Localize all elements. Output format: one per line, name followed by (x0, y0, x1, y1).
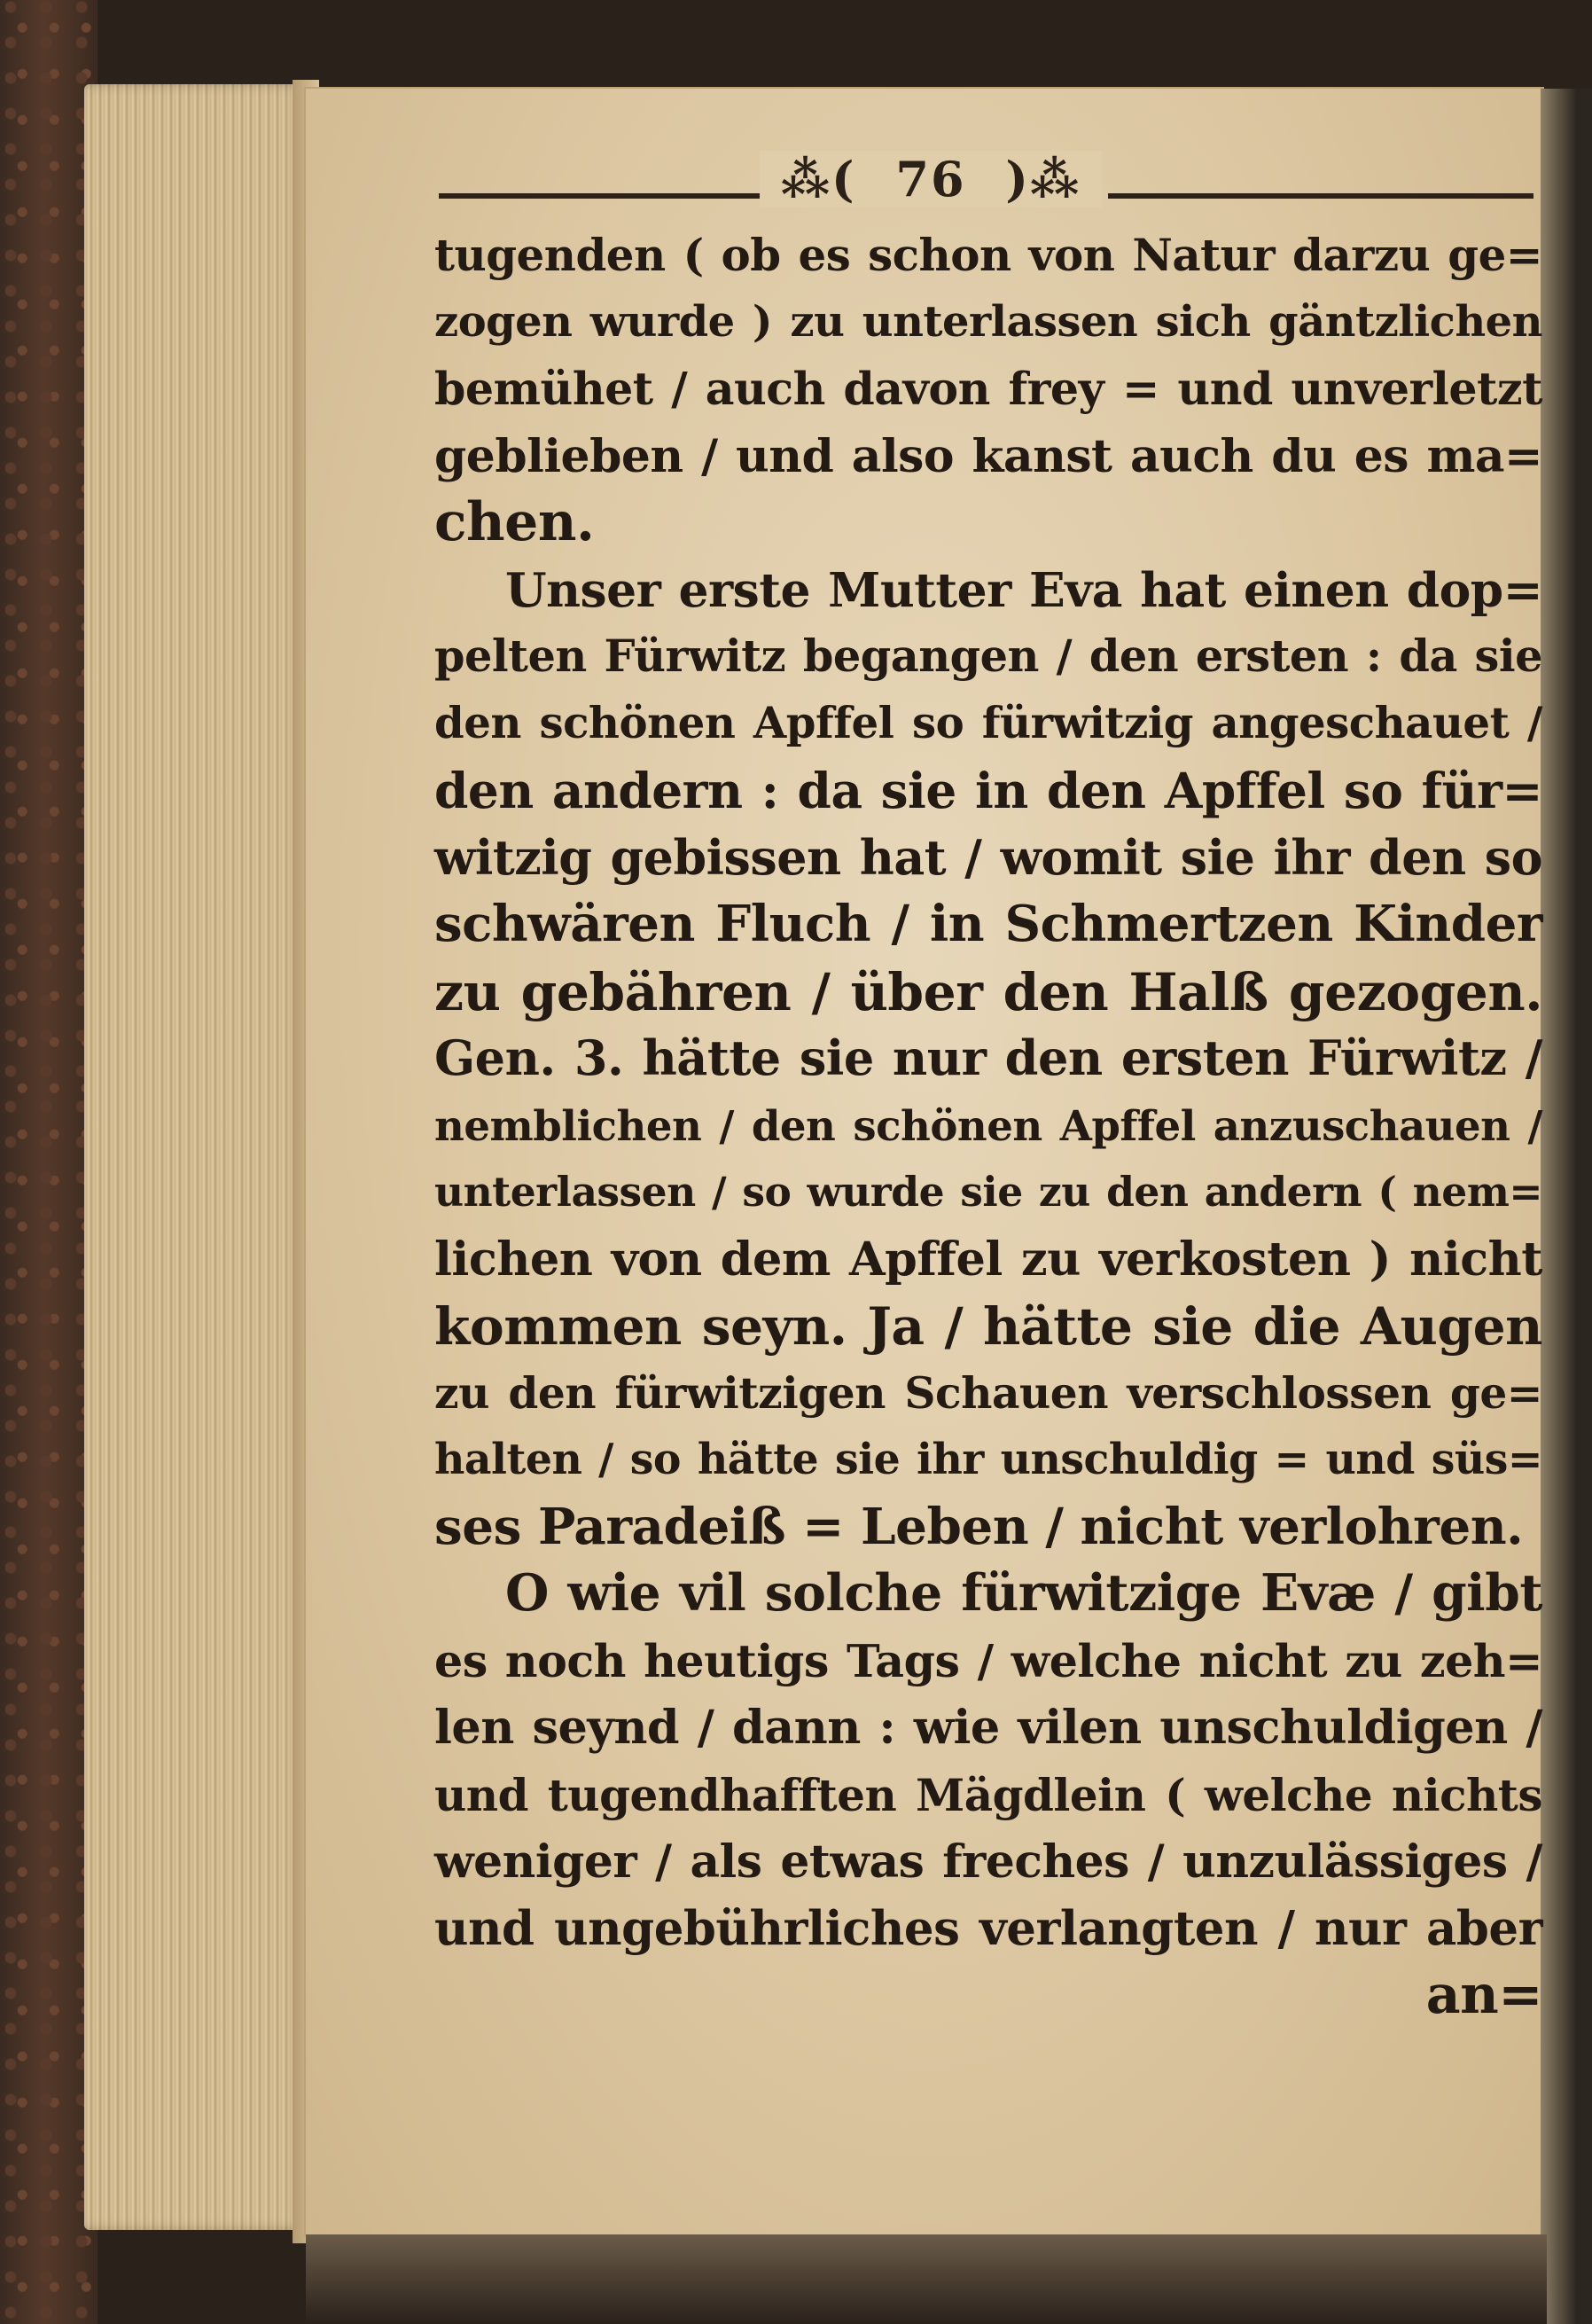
page-number-value: 76 (885, 151, 976, 207)
text-line: Unser erste Mutter Eva hat einen dop= (505, 561, 1542, 618)
text-line: schwären Fluch / in Schmertzen Kinder (434, 895, 1542, 953)
text-line: ses Paradeiß = Leben / nicht verlohren. (434, 1497, 1524, 1556)
text-line: den andern : da sie in den Apffel so für= (434, 762, 1542, 819)
page-header (328, 151, 1533, 207)
text-line: chen. (434, 491, 595, 553)
text-line: O wie vil solche fürwitzige Evæ / gibt (505, 1564, 1542, 1623)
binding-edge (1541, 89, 1592, 2324)
text-line: und ungebührliches verlangten / nur aber (434, 1900, 1542, 1956)
header-ornament-left: ⁂( (770, 151, 867, 207)
text-line: halten / so hätte sie ihr unschuldig = und süs= (434, 1436, 1542, 1484)
text-line: lichen von dem Apffel zu verkosten ) nicht (434, 1232, 1542, 1287)
text-line: es noch heutigs Tags / welche nicht zu zeh= (434, 1633, 1542, 1687)
bottom-shadow (306, 2234, 1547, 2324)
text-line: nemblichen / den schönen Apffel anzuschauen / (434, 1100, 1542, 1150)
text-line: und tugendhafften Mägdlein ( welche nichts (434, 1768, 1542, 1821)
text-line: kommen seyn. Ja / hätte sie die Augen (434, 1295, 1542, 1357)
text-line: Gen. 3. hätte sie nur den ersten Fürwitz / (434, 1029, 1542, 1086)
text-line: len seynd / dann : wie vilen unschuldigen / (434, 1701, 1542, 1755)
page-number (328, 151, 1533, 207)
text-line: zogen wurde ) zu unterlassen sich gäntzlichen (434, 296, 1542, 347)
page-edges (84, 84, 306, 2230)
catchword: an= (1425, 1964, 1542, 2026)
text-line: geblieben / und also kanst auch du es ma= (434, 428, 1542, 483)
header-ornament-right: )⁂ (995, 151, 1091, 207)
text-line: weniger / als etwas freches / unzulässiges / (434, 1835, 1542, 1889)
page-text (434, 222, 1542, 2030)
text-line: zu den fürwitzigen Schauen verschlossen ge= (434, 1367, 1542, 1419)
book-cover (0, 0, 98, 2324)
text-line: witzig gebissen hat / womit sie ihr den so (434, 828, 1542, 886)
text-line: tugenden ( ob es schon von Natur darzu ge= (434, 229, 1542, 281)
text-line: zu gebähren / über den Halß gezogen. (434, 960, 1542, 1022)
text-line: unterlassen / so wurde sie zu den andern ( nem= (434, 1168, 1542, 1216)
text-line: den schönen Apffel so fürwitzig angeschauet / (434, 698, 1542, 748)
text-line: bemühet / auch davon frey = und unverletzt (434, 362, 1542, 415)
text-line: pelten Fürwitz begangen / den ersten : da sie (434, 630, 1542, 682)
